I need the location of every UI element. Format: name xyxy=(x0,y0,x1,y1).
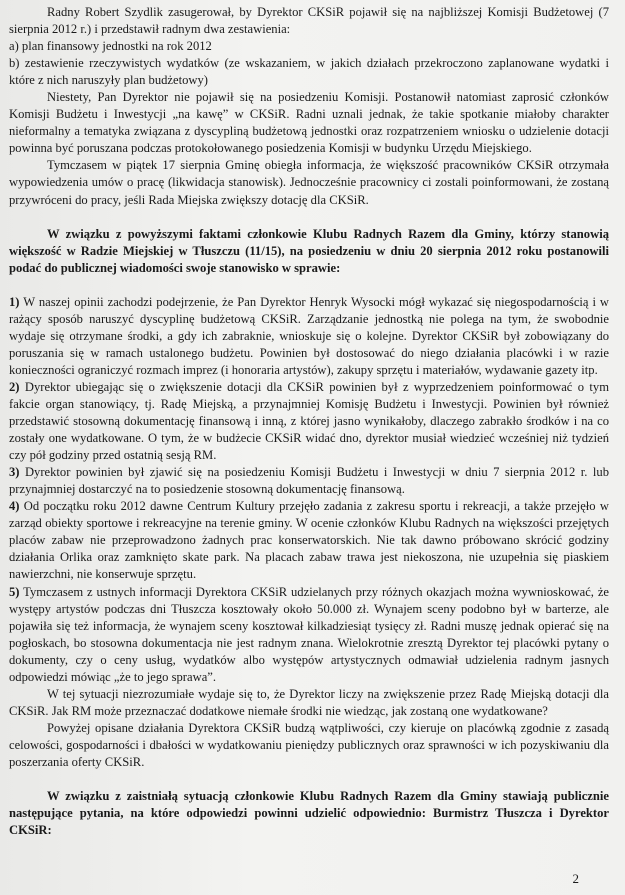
statement-heading: W związku z powyższymi faktami członkowie Klubu Radnych Razem dla Gminy, którzy stanowią większość w Radzie Miejskiej w Tłuszczu (11/15), na posiedzeniu w dniu 20 sierpnia 2012 roku postanowili podać do publicznej wiadomości swoje stanowisko w sprawie: xyxy=(9,226,609,275)
layoffs-paragraph: Tymczasem w piątek 17 sierpnia Gminę obiegła informacja, że większość pracowników CKSiR otrzymała wypowiedzenia umów o pracę (likwidacja stanowisk). Jednocześnie pracownicy ci zostali poinformowani, że zostaną przywróceni do pracy, jeśli Rada Miejska zwiększy dotację dla CKSiR. xyxy=(9,158,609,207)
intro-paragraph: Radny Robert Szydlik zasugerował, by Dyrektor CKSiR pojawił się na najbliższej Komisji Budżetowej (7 sierpnia 2012 r.) i przedstawił radnym dwa zestawienia: xyxy=(9,5,609,37)
point-number: 3) xyxy=(9,465,20,480)
list-item-b: b) zestawienie rzeczywistych wydatków (ze wskazaniem, w jakich działach przekroczono zaplanowane wydatki i które z nich naruszyły plan budżetowy) xyxy=(9,56,609,88)
point-number: 5) xyxy=(9,584,20,599)
list-item-a: a) plan finansowy jednostki na rok 2012 xyxy=(9,39,212,54)
page-number: 2 xyxy=(572,871,579,886)
closing-paragraph-1: W tej sytuacji niezrozumiałe wydaje się to, że Dyrektor liczy na zwiększenie przez Radę Miejską dotacji dla CKSiR. Jak RM może przeznaczać dodatkowe niemałe środki nie wiedząc, jak zostaną one wydatkowane? xyxy=(9,686,609,718)
point-2 xyxy=(9,379,609,464)
point-1 xyxy=(9,294,609,379)
point-number: 1) xyxy=(9,294,20,309)
point-number: 4) xyxy=(9,499,20,514)
point-4 xyxy=(9,498,609,583)
point-text: Od początku roku 2012 dawne Centrum Kultury przejęło zadania z zakresu sportu i rekreacji, a także przejęło w zarząd obiekty sportowe i rekreacyjne na terenie gminy. W ocenie członków Klubu Radnych na większości przejętych placów zabaw nie przeprowadzono żadnych prac konserwatorskich. Nie tak dawno próbowano skrócić godziny działania Orlika oraz zamknięto skate park. Na placach zabaw trawa jest niekoszona, nie uzupełnia się piaskiem nawierzchni, nie konserwuje sprzętu. xyxy=(9,499,609,582)
point-text: W naszej opinii zachodzi podejrzenie, że Pan Dyrektor Henryk Wysocki mógł wykazać się niegospodarnością i w rażący sposób naruszyć dyscyplinę budżetową CKSiR. Zarządzanie jednostką nie polega na tym, że swobodnie wydaje się otrzymane środki, a gdy ich zabraknie, wnioskuje się o kolejne. Dyrektor CKSiR był zobowiązany do poruszania się w ramach ustalonego budżetu. Powinien był dostosować do niego działania placówki i w razie konieczności ograniczyć rozmach imprez (i honoraria artystów), zakupy sprzętu i materiałów, wydawanie gazety itp. xyxy=(9,294,609,377)
closing-paragraph-2: Powyżej opisane działania Dyrektora CKSiR budzą wątpliwości, czy kieruje on placówką zgodnie z zasadą celowości, gospodarności i dbałości w wydatkowaniu pieniędzy publicznych oraz sprawności w ich pozyskiwaniu dla poszerzania oferty CKSiR. xyxy=(9,720,609,769)
point-number: 2) xyxy=(9,379,20,394)
point-text: Dyrektor powinien był zjawić się na posiedzeniu Komisji Budżetu i Inwestycji w dniu 7 sierpnia 2012 r. lub przynajmniej dostarczyć na to posiedzenie stosowną dokumentację finansową. xyxy=(9,465,609,497)
point-text: Tymczasem z ustnych informacji Dyrektora CKSiR udzielanych przy różnych okazjach można wywnioskować, że występy artystów podczas dni Tłuszcza kosztowały około 50.000 zł. Wynajem sceny podobno był w barterze, ale pojawiła się też informacja, że wynajem sceny kosztował kilkadziesiąt tysięcy zł. Radni muszę jednak opierać się na pogłoskach, bo stosowna dokumentacja nie jest radnym znana. Wielokrotnie zresztą Dyrektor tej placówki pytany o dokumenty, czy o ceny usług, wydatków albo występów artystycznych odmawiał udzielenia radnym jasnych odpowiedzi mówiąc „że to jego sprawa”. xyxy=(9,584,610,684)
point-text: Dyrektor ubiegając się o zwiększenie dotacji dla CKSiR powinien był z wyprzedzeniem poinformować o tym fakcie organ stanowiący, tj. Radę Miejską, a przynajmniej Komisję Budżetu i Inwestycji. Powinien był również przedstawić stosowną dokumentację finansową i inną, z której jasno wynikałoby, dlaczego zabrakło środków i na co zostały one wydatkowane. O tym, że w budżecie CKSiR widać dno, dyrektor musiał wiedzieć wcześniej niż tydzień czy pół godziny przed ostatnią sesją RM. xyxy=(9,379,609,463)
director-absence-paragraph: Niestety, Pan Dyrektor nie pojawił się na posiedzeniu Komisji. Postanowił natomiast zaprosić członków Komisji Budżetu i Inwestycji „na kawę” w CKSiR. Radni uznali jednak, że takie spotkanie miałoby charakter nieformalny a tematyka związana z dyscypliną budżetową jednostki oraz rozpatrzeniem wniosku o udzielenie dotacji powinna być poruszana podczas protokołowanego posiedzenia Komisji w budynku Urzędu Miejskiego. xyxy=(9,90,609,156)
point-3 xyxy=(9,464,609,498)
point-5 xyxy=(9,584,609,686)
questions-heading: W związku z zaistniałą sytuacją członkowie Klubu Radnych Razem dla Gminy stawiają publicznie następujące pytania, na które odpowiedzi powinni udzielić odpowiednio: Burmistrz Tłuszcza i Dyrektor CKSiR: xyxy=(9,789,609,838)
